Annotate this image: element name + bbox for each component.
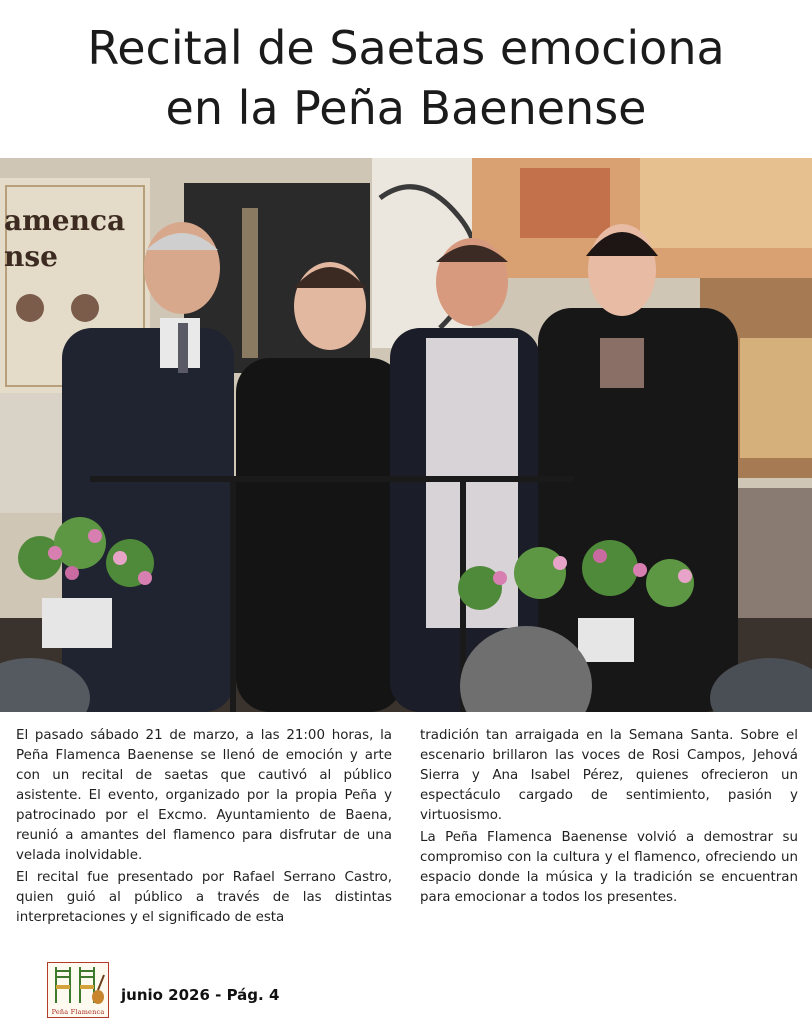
chairs-icon [48, 963, 108, 1007]
page-label: junio 2026 - Pág. 4 [121, 986, 280, 1004]
headline-line-2: en la Peña Baenense [165, 81, 647, 135]
article-paragraph: La Peña Flamenca Baenense volvió a demostrar su compromiso con la cultura y el flamenco, ofreciendo un espacio donde la música y la tradición se encuentran para emocionar a todos los presentes. [420, 830, 798, 905]
banner-text-2: nse [4, 240, 58, 273]
article-paragraph: tradición tan arraigada en la Semana Santa. Sobre el escenario brillaron las voces de Rosi Campos, Jehová Sierra y Ana Isabel Pérez, quienes ofrecieron un espectáculo cargado de sentimiento, pasión y virtuosismo. [420, 728, 798, 823]
logo-text: Peña Flamenca [51, 1008, 105, 1016]
article-paragraph: El pasado sábado 21 de marzo, a las 21:00 horas, la Peña Flamenca Baenense se llenó de emoción y arte con un recital de saetas que cautivó al público asistente. El evento, organizado por la propia Peña y patrocinado por el Excmo. Ayuntamiento de Baena, reunió a amantes del flamenco para disfrutar de una velada inolvidable. [16, 728, 392, 863]
event-photo [0, 158, 812, 712]
railing [90, 476, 574, 482]
article-column-left [16, 726, 392, 930]
banner-text-1: amenca [4, 204, 126, 237]
headline-line-1: Recital de Saetas emociona [87, 21, 725, 75]
headline [0, 18, 812, 138]
pena-flamenca-logo [47, 962, 109, 1018]
article-paragraph: El recital fue presentado por Rafael Serrano Castro, quien guió al público a través de las distintas interpretaciones y el significado de esta [16, 870, 392, 925]
article-column-right [420, 726, 798, 910]
